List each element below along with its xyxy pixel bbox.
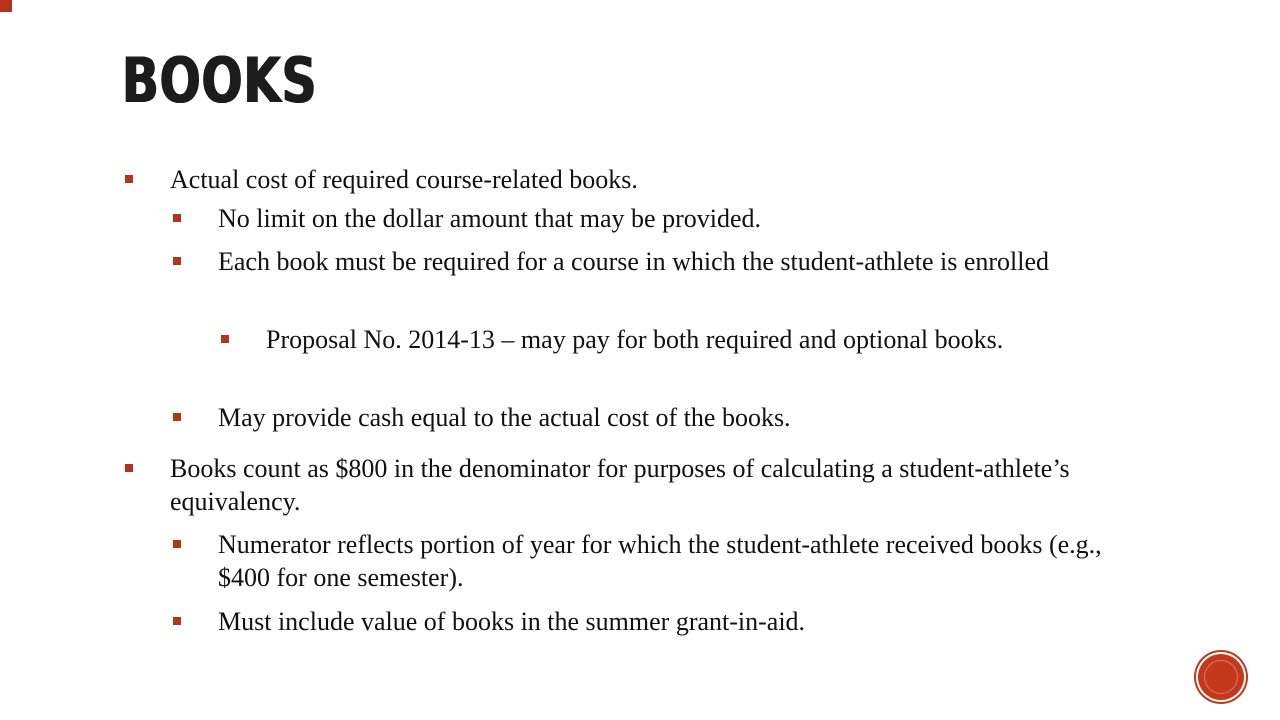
bullet-text: Actual cost of required course-related books. (170, 165, 638, 194)
sub-bullet-item (218, 528, 1153, 594)
bullet-marker-icon (173, 413, 181, 421)
bullet-text: Books count as $800 in the denominator for purposes of calculating a student-athlete’s equivalency. (170, 454, 1070, 516)
bullet-marker-icon (173, 214, 181, 222)
bullet-text: No limit on the dollar amount that may be provided. (218, 204, 762, 233)
slide-title: BOOKS (122, 44, 318, 117)
sub-bullet-item (218, 245, 1128, 278)
bullet-text: Each book must be required for a course in which the student-athlete is enrolled (218, 247, 1050, 276)
bullet-text: May provide cash equal to the actual cost of the books. (218, 403, 791, 432)
bullet-text: Proposal No. 2014-13 – may pay for both required and optional books. (266, 325, 1004, 354)
bullet-marker-icon (125, 175, 133, 183)
logo-inner-ring (1204, 660, 1238, 694)
sub-sub-bullet-item (266, 323, 1066, 356)
sub-bullet-item (218, 202, 1178, 235)
bullet-text: Must include value of books in the summer grant-in-aid. (218, 607, 806, 636)
bullet-item (170, 163, 1170, 196)
logo-icon (1198, 654, 1244, 700)
bullet-marker-icon (173, 617, 181, 625)
bullet-marker-icon (173, 540, 181, 548)
bullet-marker-icon (173, 257, 181, 265)
sub-bullet-item (218, 605, 1178, 638)
bullet-marker-icon (221, 335, 229, 343)
bullet-item (170, 452, 1160, 518)
bullet-marker-icon (125, 464, 133, 472)
bullet-text: Numerator reflects portion of year for which the student-athlete received books (e.g., $400 for one semester). (218, 530, 1102, 592)
sub-bullet-item (218, 401, 1178, 434)
